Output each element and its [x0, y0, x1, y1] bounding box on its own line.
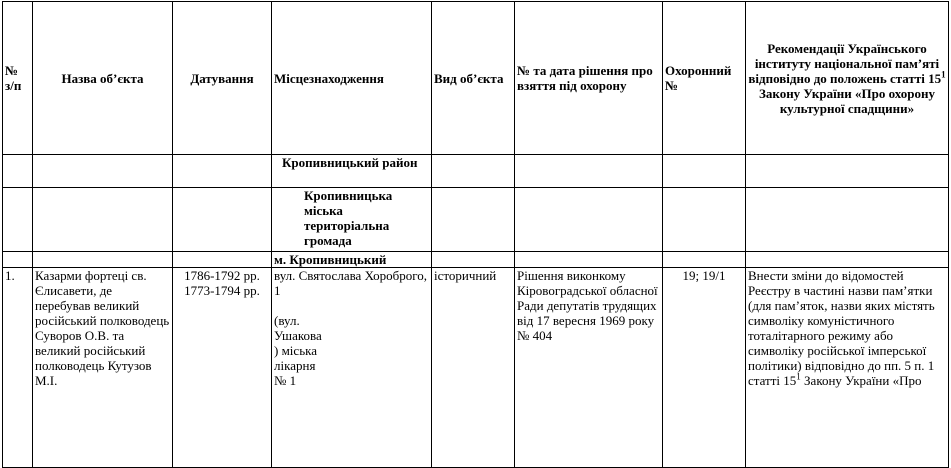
- row-recommendation-sup: 1: [796, 371, 801, 382]
- header-date: Датування: [173, 2, 272, 155]
- row-name: Казарми фортеці св. Єлисавети, де перебував великий російський полководець Суворов О.В. та великий російський полководець Кутузов М.І.: [33, 268, 173, 468]
- header-protection-number: Охоронний №: [663, 2, 746, 155]
- section-row-community: [3, 188, 949, 252]
- row-recommendation-text-2: Закону України «Про: [800, 373, 922, 388]
- header-type: Вид об’єкта: [432, 2, 515, 155]
- row-type: історичний: [432, 268, 515, 468]
- header-decision: № та дата рішення про взяття під охорону: [515, 2, 663, 155]
- row-protection-number: 19; 19/1: [663, 268, 746, 468]
- row-date: 1786-1792 рр. 1773-1794 рр.: [173, 268, 272, 468]
- row-recommendation: [746, 268, 949, 468]
- section-district: Кропивницький район: [272, 155, 432, 188]
- header-recommendation-text-2: Закону України «Про охорону культурної спадщини»: [759, 85, 935, 116]
- row-decision: Рішення виконкому Кіровоградської обласної Ради депутатів трудящих від 17 вересня 1969 року № 404: [515, 268, 663, 468]
- section-row-city: [3, 252, 949, 268]
- header-recommendation-sup: 1: [941, 69, 946, 80]
- row-location: вул. Святослава Хороброго, 1 (вул. Ушакова ) міська лікарня № 1: [272, 268, 432, 468]
- section-row-district: [3, 155, 949, 188]
- header-recommendation: [746, 2, 949, 155]
- section-city: м. Кропивницький: [272, 252, 432, 268]
- header-recommendation-text: Рекомендації Українського інституту національної пам’яті відповідно до положень статті 15: [748, 40, 942, 86]
- section-community: Кропивницька міська територіальна громада: [272, 188, 432, 252]
- row-recommendation-text: Внести зміни до відомостей Реєстру в частині назви пам’ятки (для пам’яток, назви яких містять символіку комуністичного тоталітарного режиму або символіку російської імперської політики) відповідно до пп. 5 п. 1 статті 15: [748, 268, 935, 388]
- header-location: Місцезнаходження: [272, 2, 432, 155]
- header-row: [3, 2, 949, 155]
- monuments-table: [2, 1, 949, 468]
- table-row: [3, 268, 949, 468]
- row-num: 1.: [3, 268, 33, 468]
- header-name: Назва об’єкта: [33, 2, 173, 155]
- header-num: № з/п: [3, 2, 33, 155]
